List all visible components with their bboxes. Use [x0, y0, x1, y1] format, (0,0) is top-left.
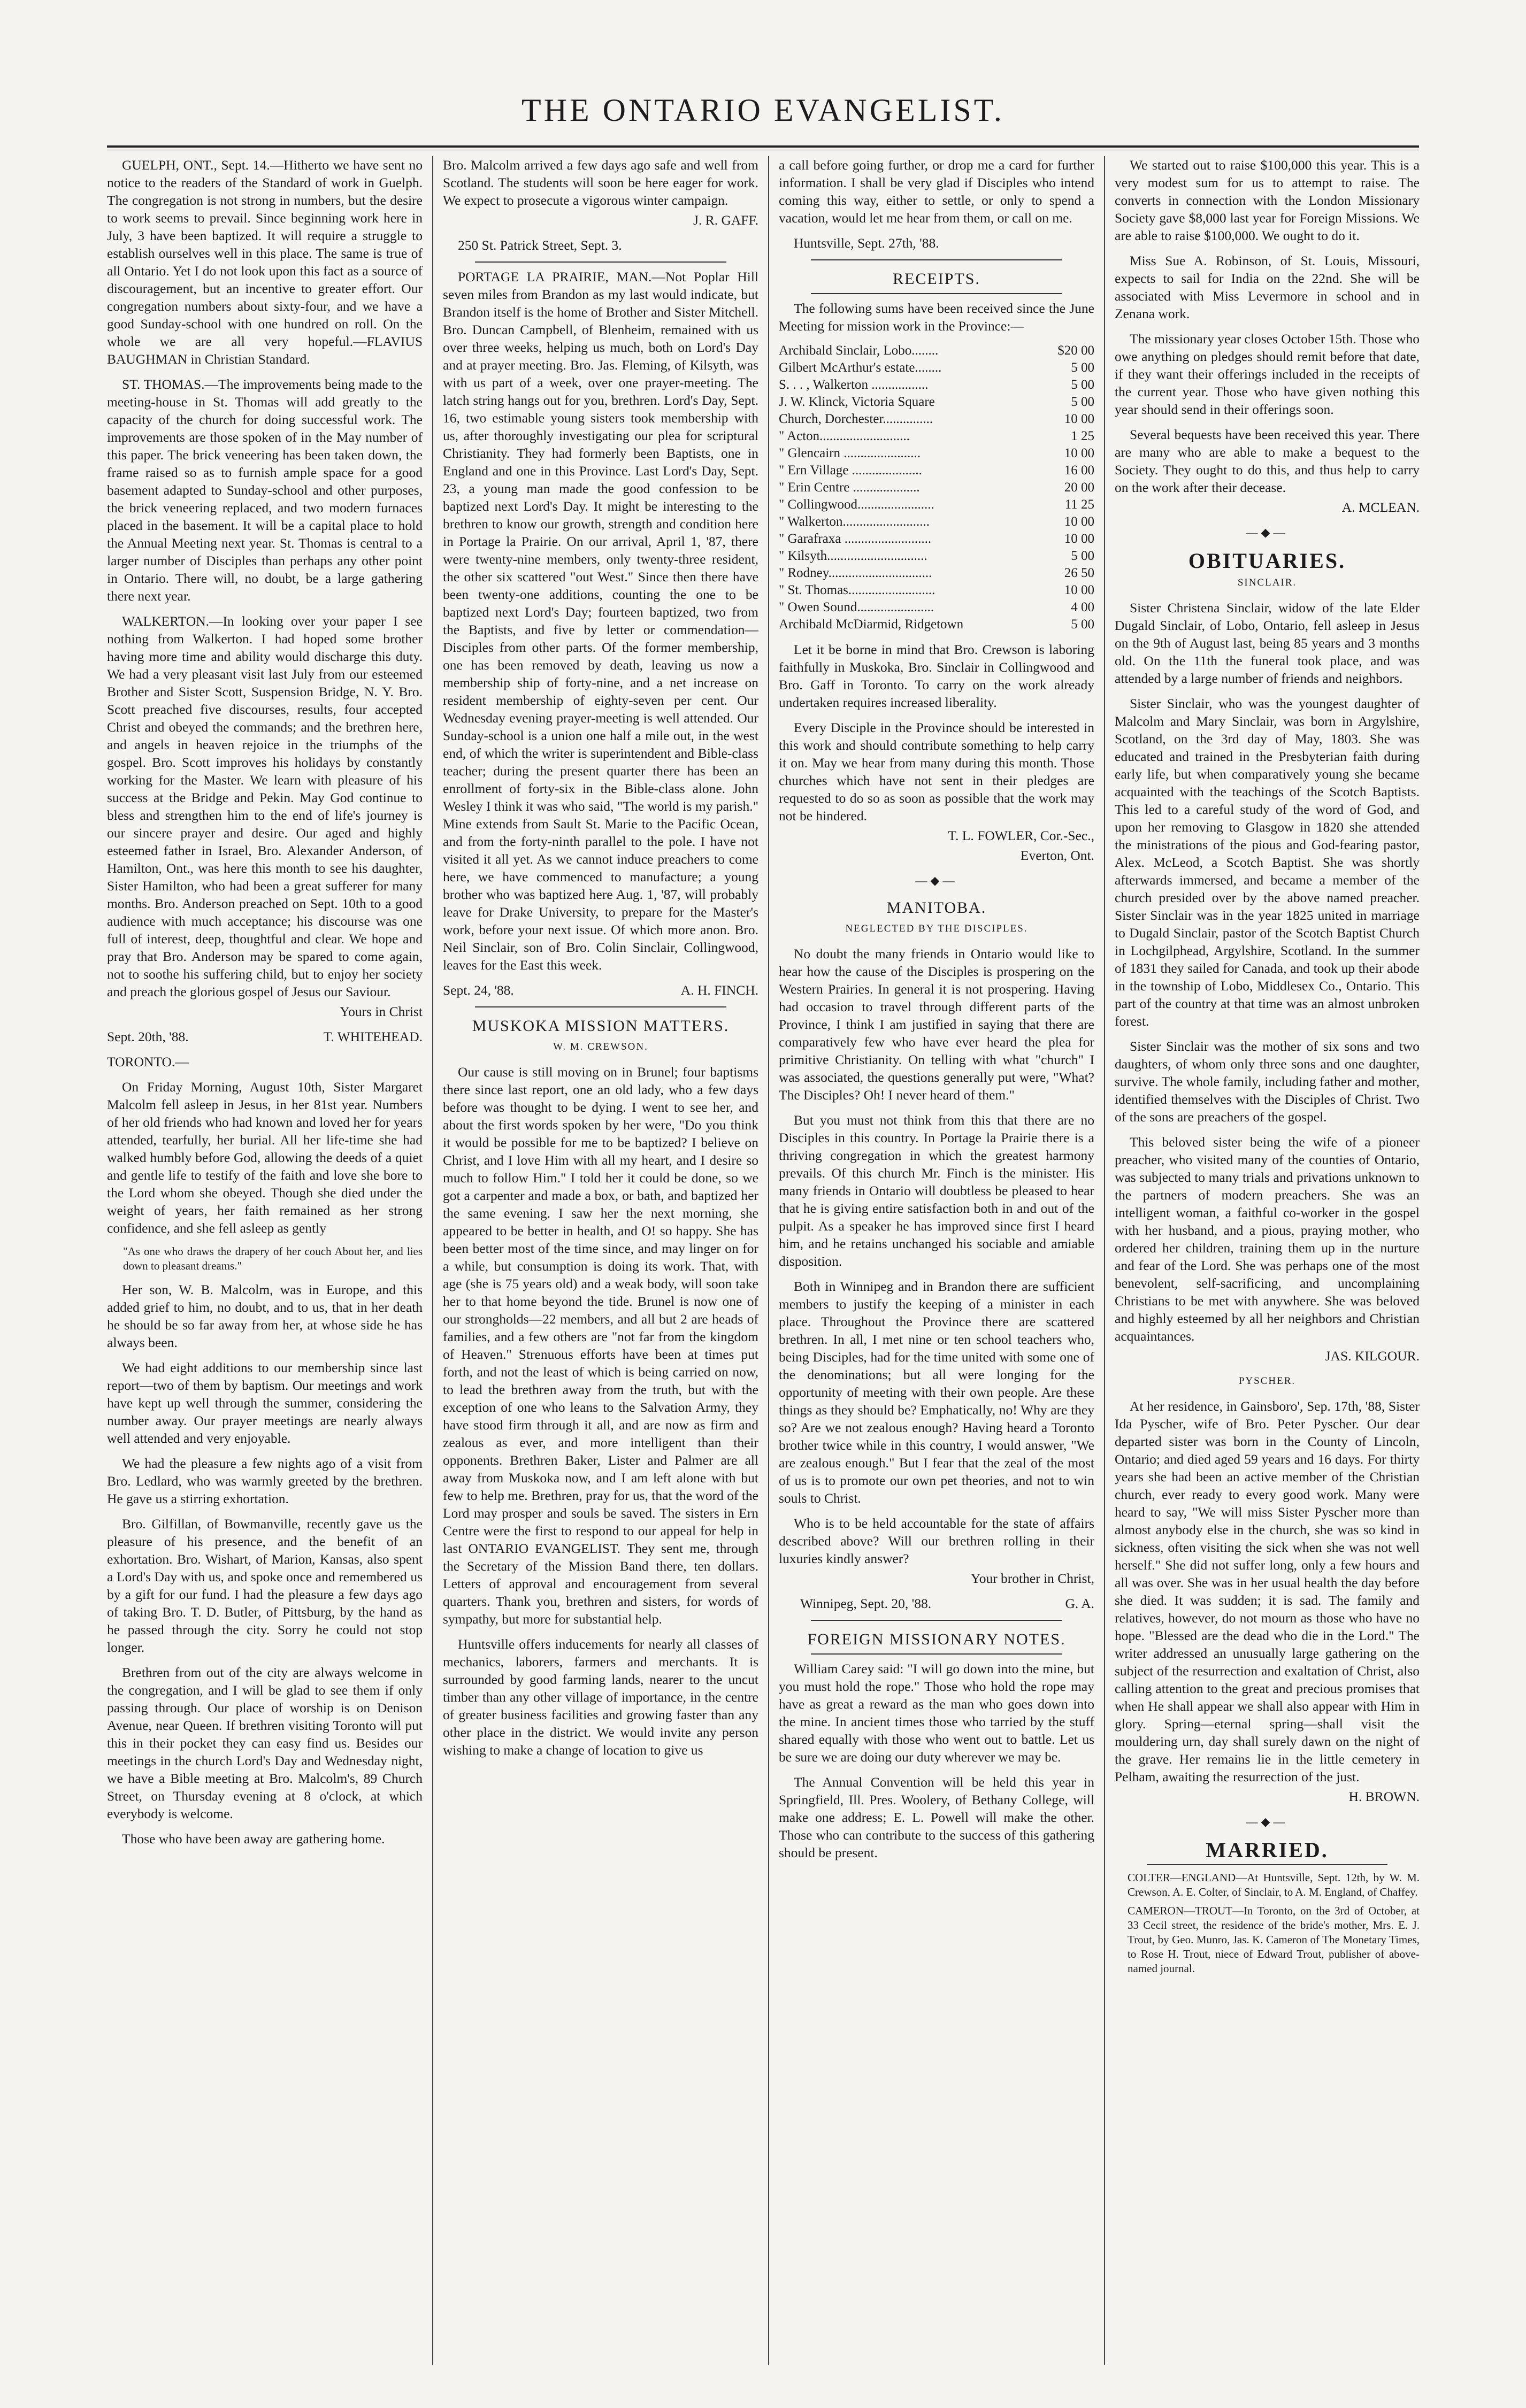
receipt-amount: 11 25	[1064, 497, 1094, 512]
receipts-table	[779, 342, 1094, 633]
receipt-row	[779, 582, 1094, 599]
ornament-divider: —◆—	[1246, 1815, 1289, 1828]
dateline: Sept. 24, '88. A. H. FINCH.	[443, 982, 758, 998]
article-manitoba-p4: Who is to be held accountable for the state of affairs described above? Will our brethren rolling in their luxuries kindly answer?	[779, 1515, 1094, 1566]
article-toronto-p5: Bro. Gilfillan, of Bowmanville, recently gave us the pleasure of his presence, and the benefit of an exhortation. Bro. Wishart, of Marion, Kansas, also spent a Lord's Day with us, and spoke once and remembered us by a gift for our fund. I had the pleasure a few days ago of taking Bro. T. D. Butler, of Pittsburg, by the hand as he passed through the city. Sorry he could not stop longer.	[107, 1516, 423, 1655]
article-manitoba-p3: Both in Winnipeg and in Brandon there are sufficient members to justify the keeping of a minister in each place. Throughout the Province there are scattered brethren. In all, I met nine or ten school teachers who, being Disciples, had for the time united with some one of the denominations; but all were longing for the opportunity of meeting with their own people. Are these things as they should be? Emphatically, no! Why are they so? Are we not zealous enough? Having heard a Toronto brother twice while in this country, I would answer, "We are zealous enough." But I fear that the zeal of the most of us is to promote our own pet theories, and not to win souls to Christ.	[779, 1279, 1094, 1506]
masthead-title: THE ONTARIO EVANGELIST.	[522, 93, 1004, 128]
divider	[811, 1620, 1062, 1621]
signature: H. BROWN.	[1348, 1789, 1420, 1804]
receipt-name: " Collingwood.......................	[779, 497, 934, 512]
receipt-name: Archibald McDiarmid, Ridgetown	[779, 617, 964, 632]
receipt-row	[779, 530, 1094, 548]
marriage-notice: COLTER—ENGLAND—At Huntsville, Sept. 12th, by W. M. Crewson, A. E. Colter, of Sinclair, to A. M. England, of Chaffey.	[1128, 1871, 1420, 1898]
receipt-row	[779, 462, 1094, 479]
subheading: SINCLAIR.	[1237, 577, 1297, 588]
receipts-intro: The following sums have been received since the June Meeting for mission work in the Province:—	[779, 301, 1094, 334]
obituary-sinclair-p2: Sister Sinclair, who was the youngest daughter of Malcolm and Mary Sinclair, was born in Argylshire, Scotland, on the 3rd day of May, 1803. She was educated and trained in the Presbyterian faith during early life, but when comparatively young she became acquainted with the teachings of the Scotch Baptists. This led to a careful study of the word of God, and upon her removing to Glasgow in 1820 she attended the ministrations of the pious and God-fearing pastor, Alex. McLeod, a Scotch Baptist. She was shortly afterwards immersed, and became a member of the church presided over by the above named preacher. Sister Sinclair was in the year 1825 united in marriage to Dugald Sinclair, pastor of the Scotch Baptist Church in Lochgilphead, Argylshire, Scotland. In the summer of 1831 they sailed for Canada, and took up their abode in the township of Lobo, Middlesex Co., Ontario. This part of the country at that time was an almost unbroken forest.	[1115, 696, 1420, 1029]
receipt-name: J. W. Klinck, Victoria Square	[779, 395, 935, 409]
receipt-name: Archibald Sinclair, Lobo........	[779, 343, 939, 358]
subheading: NEGLECTED BY THE DISCIPLES.	[845, 923, 1028, 934]
article-foreign-p2: The Annual Convention will be held this year in Springfield, Ill. Pres. Woolery, of Bethany College, will make one address; E. L. Powell will make the other. Those who can contribute to the success of this gathering should be present.	[779, 1774, 1094, 1860]
column-divider	[1104, 156, 1105, 2365]
receipt-amount: 10 00	[1064, 583, 1094, 597]
article-manitoba-p2: But you must not think from this that there are no Disciples in this country. In Portage la Prairie there is a thriving congregation in which the greatest harmony prevails. Of this church Mr. Finch is the minister. His many friends in Ontario will doubtless be pleased to hear that he is giving entire satisfaction both in and out of the pulpit. As a speaker he has improved since first I heard him, and he retains unchanged his sociable and amiable disposition.	[779, 1112, 1094, 1269]
section-heading-receipts: RECEIPTS.	[893, 270, 980, 288]
section-heading-muskoka: MUSKOKA MISSION MATTERS.	[472, 1017, 730, 1035]
receipt-name: " Erin Centre ....................	[779, 480, 920, 495]
obituary-pyscher: At her residence, in Gainsboro', Sep. 17th, '88, Sister Ida Pyscher, wife of Bro. Peter Pyscher. Our dear departed sister was born in the County of Lincoln, Ontario; and died aged 59 years and 16 days. For thirty years she had been an active member of the Christian church, ever ready to every good work. Many were heard to say, "We will miss Sister Pyscher more than almost anybody else in the church, she was so kind in sickness, often visiting the sick when she was not well herself." She did not suffer long, only a few hours and all was over. She was in her usual health the day before she died. It was sudden; it is sad. The family and relatives, however, do not mourn as those who have no hope. "Blessed are the dead who die in the Lord." The writer addressed an unusually large gathering on the subject of the resurrection and exaltation of Christ, also calling attention to the great and precious promises that when He shall appear we shall also appear with Him in glory. Spring—eternal spring—shall visit the mouldering urn, day shall surely dawn on the night of the grave. Her remains lie in the little cemetery in Pelham, awaiting the resurrection of the just.	[1115, 1398, 1420, 1784]
signature: JAS. KILGOUR.	[1325, 1348, 1420, 1364]
article-walkerton: WALKERTON.—In looking over your paper I see nothing from Walkerton. I had hoped some brother having more time and ability would discharge this duty. We had a very pleasant visit last July from our esteemed Brother and Sister Scott, Suspension Bridge, N. Y. Bro. Scott preached five discourses, results, four accepted Christ and obeyed the commands; and the brethren here, and angels in heaven rejoice in the triumphs of the gospel. Bro. Scott improves his holidays by constantly working for the Master. We learn with pleasure of his success at the Bridge and Pekin. May God continue to bless and strengthen him to the end of life's journey is our sincere prayer and desire. Our aged and highly esteemed father in Israel, Bro. Alexander Anderson, of Hamilton, Ont., was here this month to see his daughter, Sister Hamilton, who had been a great sufferer for many months. Bro. Anderson preached on Sept. 10th to a good audience with much acceptance; his discourse was one full of interest, deep, thoughtful and clear. We hope and pray that Bro. Anderson may be spared to come again, not to soothe his suffering child, but to enjoy her society and preach the glorious gospel of Jesus our Saviour.	[107, 613, 423, 999]
column-3	[779, 156, 1094, 2375]
receipt-row	[779, 496, 1094, 513]
receipt-row	[779, 376, 1094, 394]
receipt-amount: 4 00	[1071, 600, 1094, 614]
receipt-amount: 10 00	[1064, 412, 1094, 426]
article-toronto-p2: Her son, W. B. Malcolm, was in Europe, and this added grief to him, no doubt, and to us, that in her death he should be so far away from her, at whose side he has always been.	[107, 1282, 423, 1350]
receipt-name: " Glencairn .......................	[779, 446, 921, 460]
receipt-name: " Kilsyth..............................	[779, 549, 927, 563]
receipt-name: " St. Thomas..........................	[779, 583, 935, 597]
signature: T. L. FOWLER, Cor.-Sec.,	[948, 828, 1094, 843]
dateline: Huntsville, Sept. 27th, '88.	[794, 235, 939, 251]
receipt-name: " Rodney...............................	[779, 566, 932, 580]
obituary-sinclair-p1: Sister Christena Sinclair, widow of the late Elder Dugald Sinclair, of Lobo, Ontario, fell asleep in Jesus on the 9th of August last, being 85 years and 3 months old. On the 11th the funeral took place, and was attended by a large number of friends and neighbors.	[1115, 600, 1420, 686]
section-heading-married: MARRIED.	[1206, 1838, 1329, 1862]
signature: G. A.	[1065, 1596, 1094, 1611]
address: 250 St. Patrick Street, Sept. 3.	[458, 237, 622, 253]
ornament-divider: —◆—	[1246, 526, 1289, 539]
receipt-row	[779, 411, 1094, 428]
dateline: Sept. 20th, '88. T. WHITEHEAD.	[107, 1029, 423, 1044]
receipt-amount: 5 00	[1071, 549, 1094, 563]
signature-place: Everton, Ont.	[1020, 848, 1094, 863]
receipt-row	[779, 342, 1094, 359]
signature: T. WHITEHEAD.	[323, 1029, 423, 1044]
receipt-name: Church, Dorchester...............	[779, 412, 933, 426]
column-divider	[432, 156, 433, 2365]
article-manitoba-p1: No doubt the many friends in Ontario would like to hear how the cause of the Disciples is prospering on the Western Prairies. In general it is not prospering. Having had occasion to travel through different parts of the Province, I think I am justified in saying that there are comparatively few who have ever heard the plea for primitive Christianity. On telling with what "church" I was associated, the questions generally put were, "What? The Disciples? Oh! I never heard of them."	[779, 946, 1094, 1103]
receipt-row	[779, 394, 1094, 411]
receipt-amount: 20 00	[1064, 480, 1094, 495]
column-4	[1115, 156, 1420, 2375]
receipt-amount: 16 00	[1064, 463, 1094, 478]
receipt-name: " Garafraxa ..........................	[779, 532, 932, 546]
article-portage: PORTAGE LA PRAIRIE, MAN.—Not Poplar Hill seven miles from Brandon as my last would indicate, but Brandon itself is the home of Brother and Sister Mitchell. Bro. Duncan Campbell, of Blenheim, remained with us over three weeks, helping us much, both on Lord's Day and at prayer meeting. Bro. Jas. Fleming, of Kilsyth, was with us part of a week, over one prayer-meeting. The latch string hangs out for you, brethren. Lord's Day, Sept. 16, two estimable young sisters took membership with us, after thoroughly investigating our plea for scriptural Christianity. They had formerly been Baptists, one in England and one in this Province. Last Lord's Day, Sept. 23, a young man made the good confession to be baptized next Lord's Day. It might be interesting to the brethren to know our growth, strength and condition here in Portage la Prairie. On our arrival, April 1, '87, there were twenty-nine members, only twenty-three resident, the other six scattered "out West." Since then there have been twenty-one additions, counting the one to be baptized next Lord's Day; fourteen baptized, two from the Baptists, and five by letter or commendation—Disciples from other parts. Of the former membership, one has been removed by death, leaving us now a membership ship of forty-nine, and a net increase on resident membership of eighty-seven per cent. Our Wednesday evening prayer-meeting is well attended. Our Sunday-school is a union one half a mile out, in the west end, of which the writer is superintendent and Bible-class teacher; during the present quarter there has been an enrollment of forty-six in the Bible-class alone. John Wesley I think it was who said, "The world is my parish." Mine extends from Sault St. Marie to the Pacific Ocean, and from the forty-ninth parallel to the pole. I have not visited it all yet. As we cannot induce preachers to come here, we have commenced to manufacture; a young brother who was baptized here Aug. 1, '87, will probably leave for Drake University, to prepare for the Master's work, before your next issue. Of which more anon. Bro. Neil Sinclair, son of Bro. Colin Sinclair, Collingwood, leaves for the East this week.	[443, 269, 758, 973]
marriage-notice: CAMERON—TROUT—In Toronto, on the 3rd of October, at 33 Cecil street, the residence of the bride's mother, Mrs. E. J. Trout, by Geo. Munro, Jas. K. Cameron of The Monetary Times, to Rose H. Trout, niece of Edward Trout, publisher of above-named journal.	[1128, 1904, 1420, 1975]
divider	[475, 1006, 726, 1007]
divider	[475, 261, 726, 263]
column-2	[443, 156, 758, 2375]
receipt-row	[779, 479, 1094, 496]
receipt-amount: 10 00	[1064, 446, 1094, 460]
article-toronto-p6: Brethren from out of the city are always welcome in the congregation, and I will be glad to see them if only passing through. Our place of worship is on Denison Avenue, near Queen. If brethren visiting Toronto will put this in their pocket they can easy find us. Besides our meetings in the church Lord's Day and Wednesday night, we have a Bible meeting at Bro. Malcolm's, 89 Church Street, on Thursday evening at 8 o'clock, at which everybody is welcome.	[107, 1665, 423, 1821]
obituary-sinclair-p4: This beloved sister being the wife of a pioneer preacher, who visited many of the counties of Ontario, was subjected to many trials and privations unknown to the partners of modern preachers. She was an intelligent woman, a faithful co-worker in the gospel with her husband, and a pious, praying mother, who ordered her children, training them up in the nurture and fear of the Lord. She was perhaps one of the most benevolent, self-sacrificing, and uncomplaining Christians to be met with anywhere. She was beloved and highly esteemed by all her neighbors and Christian acquaintances.	[1115, 1134, 1420, 1344]
article-toronto-p7: Those who have been away are gathering home.	[122, 1831, 385, 1847]
closing: Your brother in Christ,	[970, 1571, 1094, 1586]
receipt-amount: 1 25	[1071, 429, 1094, 443]
receipt-amount: 5 00	[1071, 378, 1094, 392]
receipt-amount: 5 00	[1071, 617, 1094, 632]
section-heading-foreign: FOREIGN MISSIONARY NOTES.	[807, 1630, 1066, 1648]
article-muskoka-cont: a call before going further, or drop me a card for further information. I shall be very glad if Disciples who intend coming this way, either to settle, or only to spend a vacation, would let me hear from them, or call on me.	[779, 157, 1094, 226]
receipts-paragraph-1: Let it be borne in mind that Bro. Crewson is laboring faithfully in Muskoka, Bro. Sinclair in Collingwood and Bro. Gaff in Toronto. To carry on the work already undertaken requires increased liberality.	[779, 642, 1094, 710]
receipt-amount: 10 00	[1064, 532, 1094, 546]
receipt-row	[779, 428, 1094, 445]
receipt-row	[779, 548, 1094, 565]
masthead-rule	[107, 145, 1419, 148]
article-foreign-p1: William Carey said: "I will go down into the mine, but you must hold the rope." Those who hold the rope may have as great a reward as the man who goes down into the mine. In ancient times those who tarried by the stuff shared equally with those who went out to battle. Let us be sure we are doing our duty wherever we may be.	[779, 1661, 1094, 1765]
subheading: PYSCHER.	[1238, 1375, 1296, 1387]
receipt-amount: $20 00	[1057, 343, 1094, 358]
article-st-thomas: ST. THOMAS.—The improvements being made to the meeting-house in St. Thomas will add greatly to the capacity of the church for doing successful work. The improvements are those spoken of in the May number of this paper. The brick veneering has been taken down, the frame raised so as to furnish ample space for a good basement adapted to Sunday-school and other purposes, the brick veneering replaced, and two modern furnaces placed in the basement. It will be a capital place to hold the Annual Meeting next year. St. Thomas is central to a larger number of Disciples than perhaps any other point in Ontario. There will, no doubt, be a large gathering there next year.	[107, 376, 423, 604]
receipt-amount: 10 00	[1064, 514, 1094, 529]
divider	[811, 1653, 1062, 1655]
byline: W. M. CREWSON.	[553, 1041, 648, 1052]
receipt-amount: 5 00	[1071, 395, 1094, 409]
divider	[811, 259, 1062, 260]
receipt-row	[779, 445, 1094, 462]
poem-quote: "As one who draws the drapery of her couch About her, and lies down to pleasant dreams."	[123, 1245, 423, 1272]
toronto-label: TORONTO.—	[107, 1054, 189, 1070]
article-foreign-p6: Several bequests have been received this year. There are many who are able to make a bequest to the Society. They ought to do this, and thus help to carry on the work after their decease.	[1115, 427, 1420, 495]
receipt-name: " Walkerton..........................	[779, 514, 930, 529]
article-toronto-cont: Bro. Malcolm arrived a few days ago safe and well from Scotland. The students will soon be here eager for work. We expect to prosecute a vigorous winter campaign.	[443, 157, 758, 208]
receipt-row	[779, 359, 1094, 376]
dateline: Winnipeg, Sept. 20, '88. G. A.	[800, 1596, 1094, 1611]
receipt-name: " Owen Sound.......................	[779, 600, 934, 614]
receipt-amount: 5 00	[1071, 360, 1094, 375]
receipt-row	[779, 513, 1094, 530]
obituary-sinclair-p3: Sister Sinclair was the mother of six sons and two daughters, of whom only three sons and one daughter, survive. The whole family, including father and mother, identified themselves with the Disciples of Christ. Two of the sons are preachers of the gospel.	[1115, 1038, 1420, 1125]
signature: A. H. FINCH.	[680, 982, 758, 998]
closing: Yours in Christ	[340, 1004, 423, 1019]
receipt-row	[779, 599, 1094, 616]
signature: A. MCLEAN.	[1341, 499, 1420, 515]
column-1	[107, 156, 423, 2375]
article-foreign-p5: The missionary year closes October 15th. Those who owe anything on pledges should remit before that date, if they want their offerings included in the receipts of the current year. Those who have given nothing this year should send in their offerings soon.	[1115, 331, 1420, 417]
receipt-name: Gilbert McArthur's estate........	[779, 360, 942, 375]
article-foreign-p3: We started out to raise $100,000 this year. This is a very modest sum for us to attempt to raise. The converts in connection with the London Missionary Society gave $8,000 last year for Foreign Missions. We are able to raise $100,000. We ought to do it.	[1115, 157, 1420, 243]
receipt-name: S. . . , Walkerton .................	[779, 378, 929, 392]
ornament-divider: —◆—	[915, 874, 958, 887]
article-toronto-p4: We had the pleasure a few nights ago of a visit from Bro. Ledlard, who was warmly greeted by the brethren. He gave us a stirring exhortation.	[107, 1456, 423, 1506]
column-divider	[768, 156, 769, 2365]
article-guelph: GUELPH, ONT., Sept. 14.—Hitherto we have sent no notice to the readers of the Standard of work in Guelph. The congregation is not strong in numbers, but the desire to work seems to prevail. Since beginning work here in July, 3 have been baptized. It will require a struggle to establish ourselves well in this place. The same is true of all Ontario. Yet I do not look upon this fact as a source of discouragement, but an incentive to greater effort. Our congregation numbers about sixty-four, and we have a good Sunday-school with one hundred on roll. On the whole we are all very hopeful.—FLAVIUS BAUGHMAN in Christian Standard.	[107, 157, 423, 367]
article-toronto-p1: On Friday Morning, August 10th, Sister Margaret Malcolm fell asleep in Jesus, in her 81st year. Numbers of her old friends who had known and loved her for years attended, tearfully, her burial. All her life-time she had walked humbly before God, allowing the deeds of a quiet and gentle life to testify of the faith and love she bore to the Lord whom she obeyed. Though she died under the weight of years, her faith remained as her strong confidence, and she fell asleep as gently	[107, 1079, 423, 1236]
article-muskoka-p1: Our cause is still moving on in Brunel; four baptisms there since last report, one an old lady, who a few days before was thought to be dying. I went to see her, and about the first words spoken by her were, "Do you think it would be possible for me to be baptized? I believe on Christ, and I love Him with all my heart, and I desire so much to follow Him." I told her it could be done, so we got a carpenter and made a box, or bath, and baptized her the same evening. I saw her the next morning, she appeared to be better in health, and O! so happy. She has been better most of the time since, and may linger on for a while, but consumption is doing its work. That, with age (she is 75 years old) and a weak body, will soon take her to that home beyond the tide. Brunel is now one of our strongholds—22 members, and all but 2 are heads of families, and a few others are "not far from the kingdom of Heaven." Strenuous efforts have been at times put forth, and not the least of which is being carried on now, to lead the brethren away from the truth, but with the exception of one who leans to the Salvation Army, they have stood firm through it all, and are now as firm and zealous as ever, and more intelligent than their opponents. Brethren Baker, Lister and Palmer are all away from Muskoka now, and I am left alone with but few to help me. Brethren, pray for us, that the word of the Lord may prosper and souls be saved. The sisters in Ern Centre were the first to respond to our appeal for help in last ONTARIO EVANGELIST. They sent me, through the Secretary of the Mission Band there, ten dollars. Letters of approval and encouragement from several quarters. Thank you, brethren and sisters, for words of sympathy, but more for substantial help.	[443, 1064, 758, 1627]
signature: J. R. GAFF.	[693, 212, 758, 228]
section-heading-manitoba: MANITOBA.	[886, 899, 987, 917]
receipt-row	[779, 616, 1094, 633]
receipt-amount: 26 50	[1064, 566, 1094, 580]
divider	[811, 293, 1062, 294]
divider	[1147, 1864, 1387, 1865]
receipts-paragraph-2: Every Disciple in the Province should be interested in this work and should contribute something to help carry it on. May we hear from many during this month. Those churches which have not sent in their pledges are requested to do so as soon as possible that the work may not be hindered.	[779, 720, 1094, 824]
article-muskoka-p2: Huntsville offers inducements for nearly all classes of mechanics, laborers, farmers and merchants. It is surrounded by good farming lands, nearer to the uncut timber than any other village of importance, in the centre of greater business facilities and growing faster than any other place in the district. We would invite any person wishing to make a change of location to give us	[443, 1636, 758, 1758]
receipt-row	[779, 565, 1094, 582]
article-foreign-p4: Miss Sue A. Robinson, of St. Louis, Missouri, expects to sail for India on the 22nd. She will be associated with Miss Levermore in school and in Zenana work.	[1115, 253, 1420, 321]
article-toronto-p3: We had eight additions to our membership since last report—two of them by baptism. Our meetings and work have kept up well through the summer, considering the number away. Our prayer meetings are nearly always well attended and very enjoyable.	[107, 1360, 423, 1446]
receipt-name: " Acton...........................	[779, 429, 910, 443]
section-heading-obituaries: OBITUARIES.	[1188, 549, 1346, 573]
receipt-name: " Ern Village .....................	[779, 463, 922, 478]
